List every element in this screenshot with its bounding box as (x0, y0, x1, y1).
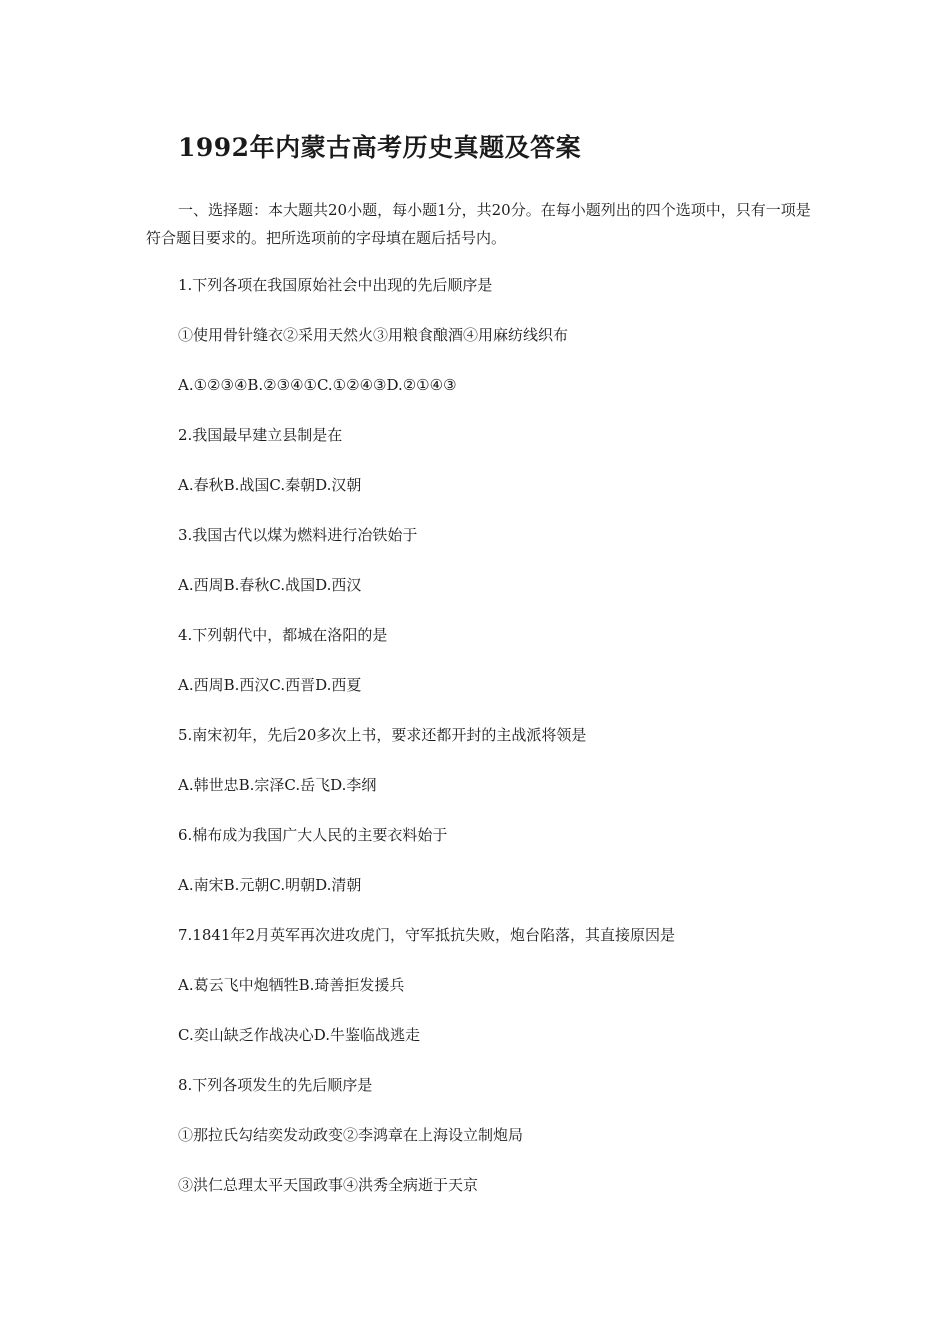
question-7-options-ab: A.葛云飞中炮牺牲B.琦善拒发援兵 (178, 976, 405, 994)
question-7: 7.1841年2月英军再次进攻虎门，守军抵抗失败，炮台陷落，其直接原因是 (178, 926, 676, 944)
question-8-items-b: ③洪仁总理太平天国政事④洪秀全病逝于天京 (178, 1176, 479, 1194)
question-4-options: A.西周B.西汉C.西晋D.西夏 (178, 676, 362, 694)
question-1-items: ①使用骨针缝衣②采用天然火③用粮食酿酒④用麻纺线织布 (178, 326, 569, 344)
question-3: 3.我国古代以煤为燃料进行冶铁始于 (178, 526, 418, 544)
question-8: 8.下列各项发生的先后顺序是 (178, 1076, 373, 1094)
question-8-items-a: ①那拉氏勾结奕发动政变②李鸿章在上海设立制炮局 (178, 1126, 524, 1144)
question-3-options: A.西周B.春秋C.战国D.西汉 (178, 576, 362, 594)
question-2-options: A.春秋B.战国C.秦朝D.汉朝 (178, 476, 362, 494)
question-1-options: A.①②③④B.②③④①C.①②④③D.②①④③ (178, 376, 457, 394)
question-6-options: A.南宋B.元朝C.明朝D.清朝 (178, 876, 362, 894)
question-5-options: A.韩世忠B.宗泽C.岳飞D.李纲 (178, 776, 377, 794)
question-4: 4.下列朝代中，都城在洛阳的是 (178, 626, 388, 644)
question-7-options-cd: C.奕山缺乏作战决心D.牛鉴临战逃走 (178, 1026, 420, 1044)
question-6: 6.棉布成为我国广大人民的主要衣料始于 (178, 826, 448, 844)
question-5: 5.南宋初年，先后20多次上书，要求还都开封的主战派将领是 (178, 726, 587, 744)
question-2: 2.我国最早建立县制是在 (178, 426, 343, 444)
question-1: 1.下列各项在我国原始社会中出现的先后顺序是 (178, 276, 493, 294)
section-intro: 一、选择题：本大题共20小题，每小题1分，共20分。在每小题列出的四个选项中，只有一项是符合题目要求的。把所选项前的字母填在题后括号内。 (146, 201, 811, 247)
document-title: 1992年内蒙古高考历史真题及答案 (178, 133, 582, 162)
